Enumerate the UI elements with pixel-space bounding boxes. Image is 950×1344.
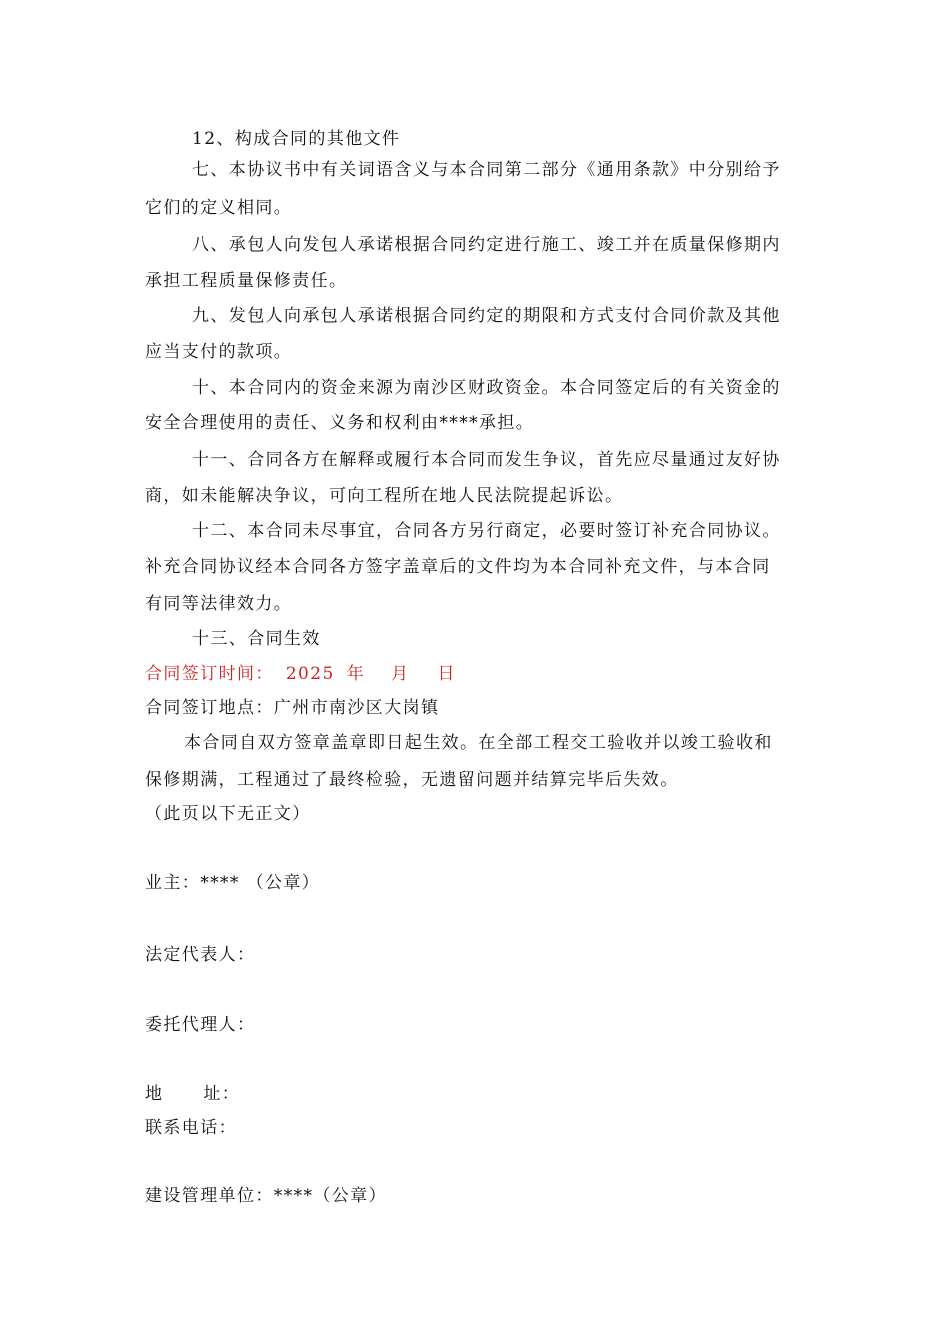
clause-9-line-1: 九、发包人向承包人承诺根据合同约定的期限和方式支付合同价款及其他 bbox=[192, 306, 781, 326]
clause-7-line-1: 七、本协议书中有关词语含义与本合同第二部分《通用条款》中分别给予 bbox=[192, 160, 781, 180]
effect-line-1: 本合同自双方签章盖章即日起生效。在全部工程交工验收并以竣工验收和 bbox=[184, 733, 773, 753]
clause-12-line-3: 有同等法律效力。 bbox=[145, 594, 293, 614]
no-text-below-note: （此页以下无正文） bbox=[145, 804, 311, 824]
sign-year: 2025 bbox=[285, 664, 335, 684]
clause-8-line-2: 承担工程质量保修责任。 bbox=[145, 271, 348, 291]
clause-10-line-1: 十、本合同内的资金来源为南沙区财政资金。本合同签定后的有关资金的 bbox=[192, 378, 781, 398]
address-label-2: 址： bbox=[203, 1084, 241, 1104]
clause-10-line-2: 安全合理使用的责任、义务和权利由****承担。 bbox=[145, 413, 535, 433]
sign-time-row bbox=[145, 663, 456, 685]
clause-11-line-2: 商，如未能解决争议，可向工程所在地人民法院提起诉讼。 bbox=[145, 486, 624, 506]
legal-representative: 法定代表人： bbox=[145, 945, 256, 965]
authorized-agent: 委托代理人： bbox=[145, 1015, 256, 1035]
clause-8-line-1: 八、承包人向发包人承诺根据合同约定进行施工、竣工并在质量保修期内 bbox=[192, 235, 781, 255]
clause-13: 十三、合同生效 bbox=[192, 629, 321, 649]
effect-line-2: 保修期满，工程通过了最终检验，无遗留问题并结算完毕后失效。 bbox=[145, 770, 679, 790]
address-row bbox=[145, 1083, 240, 1105]
construction-unit-signature: 建设管理单位：****（公章） bbox=[145, 1186, 387, 1206]
year-unit: 年 bbox=[346, 664, 366, 684]
clause-12-line-1: 十二、本合同未尽事宜，合同各方另行商定，必要时签订补充合同协议。 bbox=[192, 521, 781, 541]
clause-12-line-2: 补充合同协议经本合同各方签字盖章后的文件均为本合同补充文件，与本合同 bbox=[145, 557, 771, 577]
month-unit: 月 bbox=[391, 664, 410, 684]
day-unit: 日 bbox=[437, 664, 456, 684]
clause-7-line-2: 它们的定义相同。 bbox=[145, 198, 293, 218]
clause-11-line-1: 十一、合同各方在解释或履行本合同而发生争议，首先应尽量通过友好协 bbox=[192, 450, 781, 470]
sign-place: 合同签订地点：广州市南沙区大岗镇 bbox=[145, 698, 440, 718]
address-label-1: 地 bbox=[145, 1084, 164, 1104]
sign-time-label: 合同签订时间： bbox=[145, 664, 274, 684]
contact-phone: 联系电话： bbox=[145, 1118, 237, 1138]
item-12: 12、构成合同的其他文件 bbox=[192, 129, 401, 149]
clause-9-line-2: 应当支付的款项。 bbox=[145, 342, 293, 362]
owner-signature: 业主：**** （公章） bbox=[145, 873, 321, 893]
